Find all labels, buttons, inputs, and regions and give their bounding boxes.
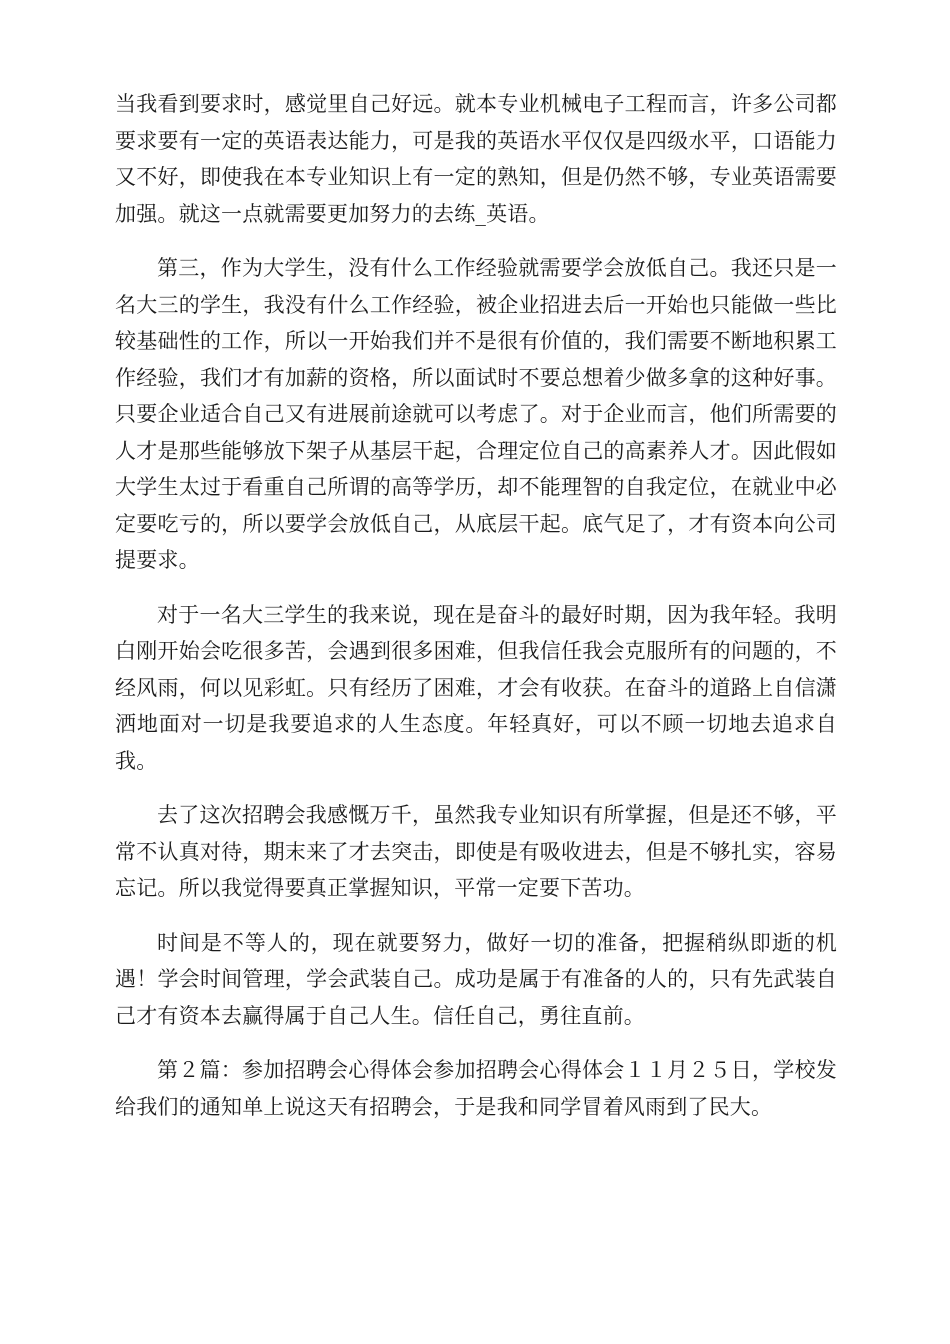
paragraph-1: 当我看到要求时，感觉里自己好远。就本专业机械电子工程而言，许多公司都要求要有一定的英语表达能力，可是我的英语水平仅仅是四级水平，口语能力又不好，即使我在本专业知识上有一定的熟知，但是仍然不够，专业英语需要加强。就这一点就需要更加努力的去练_英语。 bbox=[115, 92, 837, 226]
paragraph-6: 第２篇：参加招聘会心得体会参加招聘会心得体会１１月２５日，学校发给我们的通知单上说这天有招聘会，于是我和同学冒着风雨到了民大。 bbox=[115, 1058, 837, 1119]
paragraph-4: 去了这次招聘会我感慨万千，虽然我专业知识有所掌握，但是还不够，平常不认真对待，期末来了才去突击，即使是有吸收进去，但是不够扎实，容易忘记。所以我觉得要真正掌握知识，平常一定要下苦功。 bbox=[115, 803, 837, 900]
paragraph-5: 时间是不等人的，现在就要努力，做好一切的准备，把握稍纵即逝的机遇！学会时间管理，学会武装自己。成功是属于有准备的人的，只有先武装自己才有资本去赢得属于自己人生。信任自己，勇往直前。 bbox=[115, 930, 837, 1028]
document-body bbox=[115, 86, 837, 1143]
paragraph-3: 对于一名大三学生的我来说，现在是奋斗的最好时期，因为我年轻。我明白刚开始会吃很多苦，会遇到很多困难，但我信任我会克服所有的问题的，不经风雨，何以见彩虹。只有经历了困难，才会有收获。在奋斗的道路上自信潇洒地面对一切是我要追求的人生态度。年轻真好，可以不顾一切地去追求自我。 bbox=[115, 602, 837, 773]
paragraph-2: 第三，作为大学生，没有什么工作经验就需要学会放低自己。我还只是一名大三的学生，我没有什么工作经验，被企业招进去后一开始也只能做一些比较基础性的工作，所以一开始我们并不是很有价值的，我们需要不断地积累工作经验，我们才有加薪的资格，所以面试时不要总想着少做多拿的这种好事。只要企业适合自己又有进展前途就可以考虑了。对于企业而言，他们所需要的人才是那些能够放下架子从基层干起，合理定位自己的高素养人才。因此假如大学生太过于看重自己所谓的高等学历，却不能理智的自我定位，在就业中必定要吃亏的，所以要学会放低自己，从底层干起。底气足了，才有资本向公司提要求。 bbox=[115, 256, 837, 572]
